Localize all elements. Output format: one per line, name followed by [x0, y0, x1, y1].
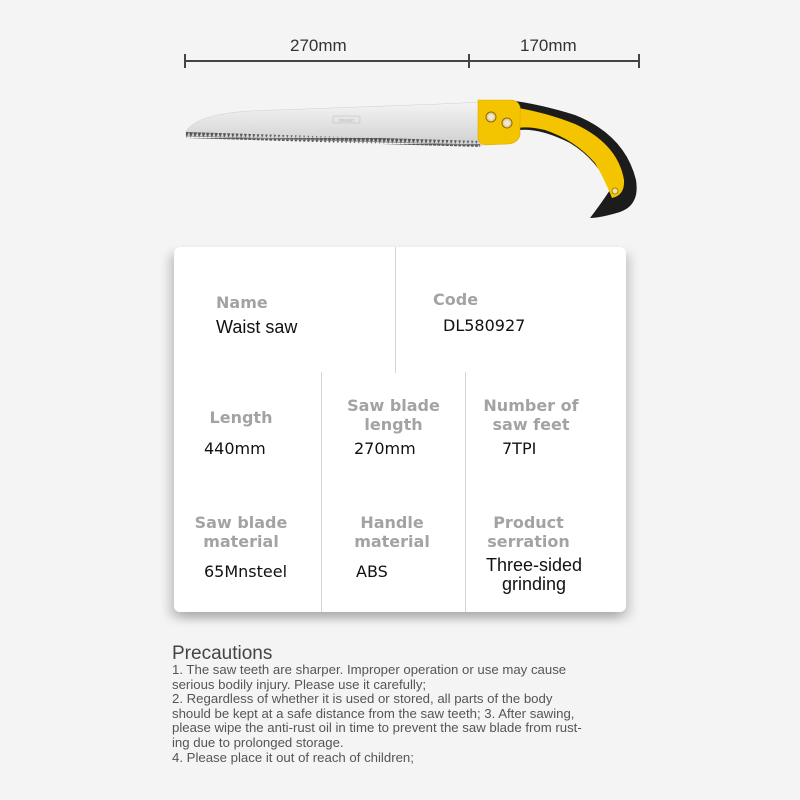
svg-text:deuen: deuen: [338, 117, 355, 124]
serration-value: Three-sided grinding: [485, 555, 583, 594]
precautions-text: [172, 663, 632, 765]
precautions-title: Precautions: [172, 643, 273, 664]
length-label: Length: [209, 408, 273, 427]
dimension-line: [184, 60, 639, 62]
handle-material-label: Handle material: [354, 513, 430, 551]
code-label: Code: [433, 290, 479, 309]
dimension-tick-middle: [468, 54, 470, 68]
divider-top: [395, 247, 396, 373]
blade-material-label: Saw blade material: [194, 513, 288, 551]
dimension-tick-start: [184, 54, 186, 68]
blade-material-value: 65Mnsteel: [204, 562, 288, 581]
spec-card: [174, 247, 626, 612]
blade-length-label: Saw blade length: [347, 396, 440, 434]
precaution-line: 2. Regardless of whether it is used or stored, all parts of the body: [172, 691, 553, 707]
length-value: 440mm: [204, 439, 266, 458]
precaution-line: 4. Please place it out of reach of children;: [172, 749, 414, 765]
serration-label: Product serration: [487, 513, 570, 551]
saw-feet-label: Number of saw feet: [483, 396, 579, 434]
handle-length-dimension: 170mm: [520, 36, 577, 55]
precaution-line: should be kept at a safe distance from the saw teeth; 3. After sawing,: [172, 705, 575, 721]
precaution-line: 1. The saw teeth are sharper. Improper operation or use may cause: [172, 662, 567, 677]
saw-feet-value: 7TPI: [502, 439, 537, 458]
code-value: DL580927: [443, 316, 526, 335]
name-value: Waist saw: [216, 317, 298, 337]
blade-length-value: 270mm: [354, 439, 416, 458]
precaution-line: ing due to prolonged storage.: [172, 734, 344, 750]
blade-length-dimension: 270mm: [290, 36, 347, 55]
precaution-line: please wipe the anti-rust oil in time to prevent the saw blade from rust-: [172, 720, 582, 736]
handle-material-value: ABS: [356, 562, 388, 581]
dimension-tick-end: [638, 54, 640, 68]
precaution-line: serious bodily injury. Please use it carefully;: [172, 676, 427, 692]
name-label: Name: [216, 293, 268, 312]
waist-saw-image: [180, 90, 645, 230]
